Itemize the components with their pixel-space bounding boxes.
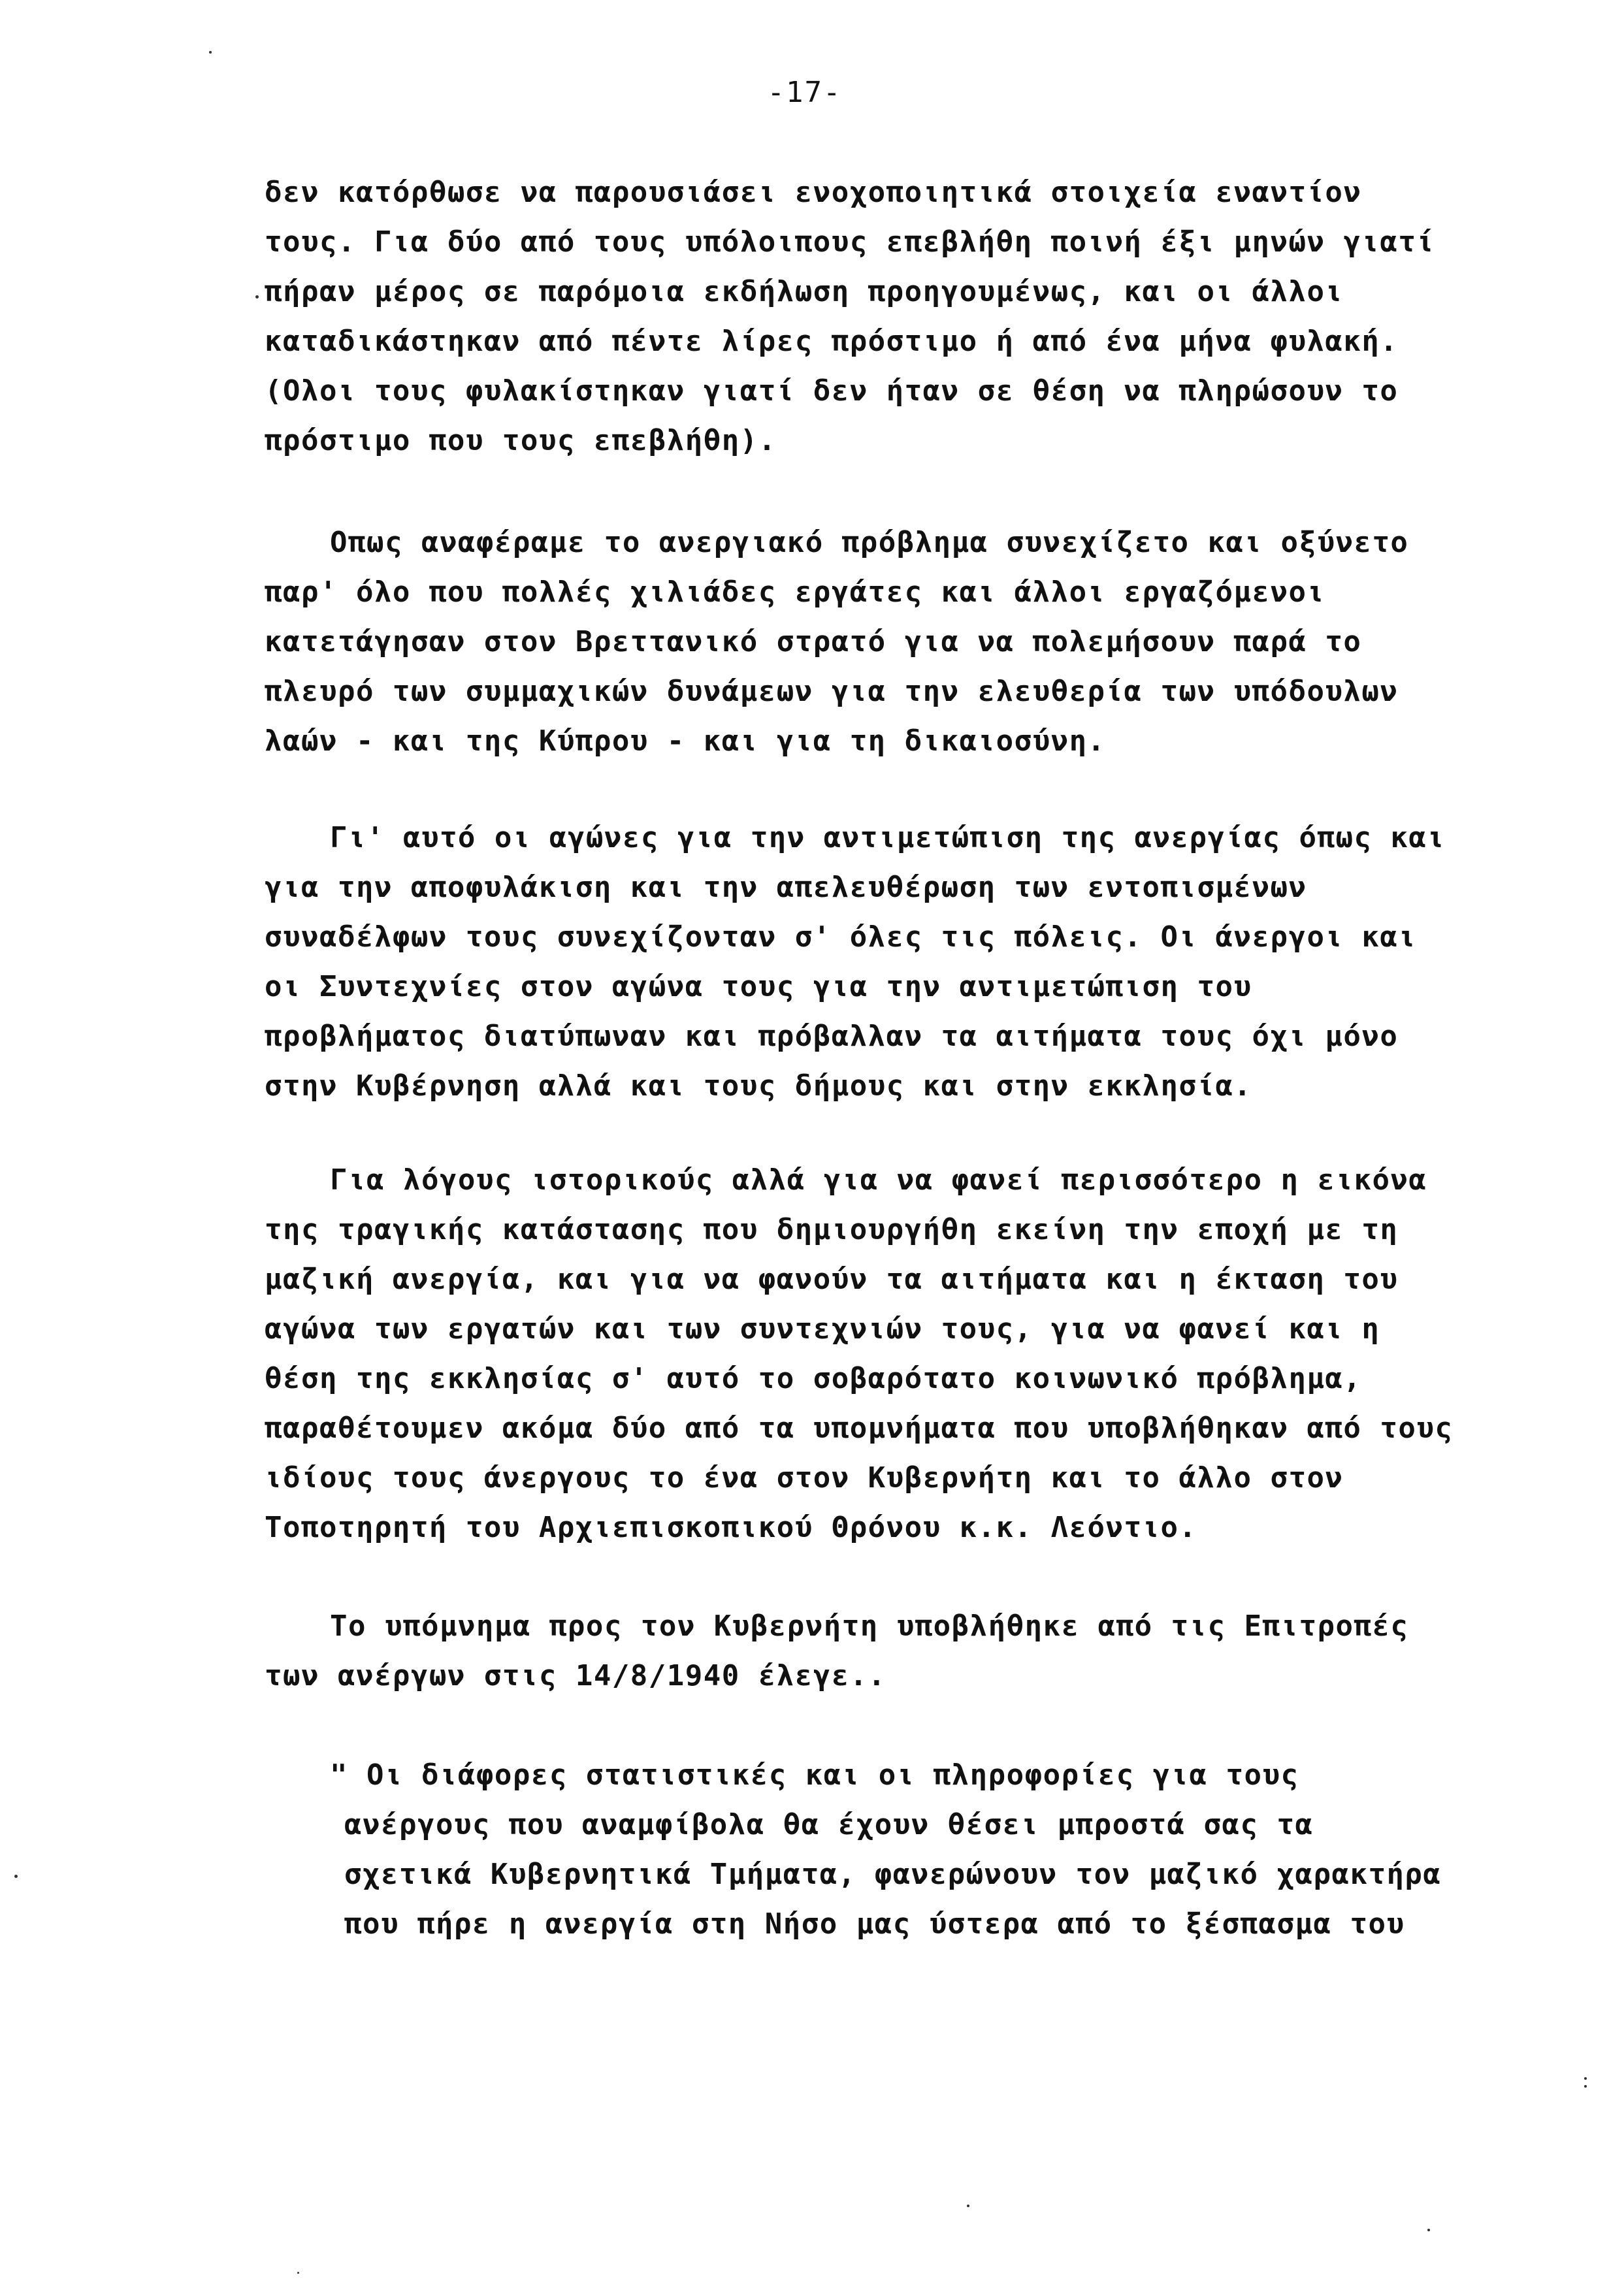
- scan-speck: [209, 51, 212, 54]
- text-line: ιδίους τους άνεργους το ένα στον Κυβερνήτη και το άλλο στον: [265, 1461, 1344, 1495]
- quote-line: που πήρε η ανεργία στη Νήσο μας ύστερα από το ξέσπασμα του: [344, 1907, 1405, 1941]
- paragraph-5: [265, 1602, 1558, 1701]
- text-line: Γι' αυτό οι αγώνες για την αντιμετώπιση της ανεργίας όπως και: [330, 821, 1446, 854]
- text-line: τους. Για δύο από τους υπόλοιπους επεβλήθη ποινή έξι μηνών γιατί: [265, 225, 1435, 259]
- text-line: καταδικάστηκαν από πέντε λίρες πρόστιμο ή από ένα μήνα φυλακή.: [265, 325, 1399, 358]
- scan-speck: [255, 295, 259, 299]
- scan-speck: [967, 2205, 969, 2207]
- text-line: Το υπόμνημα προς τον Κυβερνήτη υποβλήθηκε από τις Επιτροπές: [330, 1609, 1409, 1643]
- text-line: για την αποφυλάκιση και την απελευθέρωση των εντοπισμένων: [265, 871, 1307, 904]
- text-line: προβλήματος διατύπωναν και πρόβαλλαν τα αιτήματα τους όχι μόνο: [265, 1020, 1399, 1053]
- text-line: συναδέλφων τους συνεχίζονταν σ' όλες τις πόλεις. Οι άνεργοι και: [265, 920, 1417, 954]
- paragraph-2: [265, 518, 1558, 766]
- text-line: μαζική ανεργία, και για να φανούν τα αιτήματα και η έκταση του: [265, 1263, 1399, 1296]
- text-line: παρ' όλο που πολλές χιλιάδες εργάτες και άλλοι εργαζόμενοι: [265, 575, 1325, 609]
- text-line: Οπως αναφέραμε το ανεργιακό πρόβλημα συνεχίζετο και οξύνετο: [330, 526, 1409, 559]
- text-line: πλευρό των συμμαχικών δυνάμεων για την ελευθερία των υπόδουλων: [265, 675, 1399, 708]
- text-line: πήραν μέρος σε παρόμοια εκδήλωση προηγουμένως, και οι άλλοι: [265, 275, 1344, 308]
- text-line: στην Κυβέρνηση αλλά και τους δήμους και στην εκκλησία.: [265, 1069, 1252, 1103]
- scan-speck: [297, 2272, 299, 2274]
- page-number: -17-: [767, 76, 842, 109]
- scan-speck: [1584, 2085, 1587, 2088]
- text-line: της τραγικής κατάστασης που δημιουργήθη εκείνη την εποχή με τη: [265, 1213, 1399, 1246]
- text-line: των ανέργων στις 14/8/1940 έλεγε..: [265, 1659, 886, 1692]
- text-line: (Ολοι τους φυλακίστηκαν γιατί δεν ήταν σε θέση να πληρώσουν το: [265, 374, 1399, 408]
- quotation: [330, 1751, 1571, 1949]
- text-line: δεν κατόρθωσε να παρουσιάσει ενοχοποιητικά στοιχεία εναντίον: [265, 176, 1362, 209]
- text-line: Για λόγους ιστορικούς αλλά για να φανεί περισσότερο η εικόνα: [330, 1163, 1427, 1197]
- scan-speck: [1584, 2077, 1587, 2080]
- paragraph-1: [265, 168, 1558, 466]
- paragraph-3: [265, 813, 1558, 1111]
- quote-line: ανέργους που αναμφίβολα θα έχουν θέσει μπροστά σας τα: [344, 1808, 1314, 1841]
- text-line: αγώνα των εργατών και των συντεχνιών τους, για να φανεί και η: [265, 1312, 1380, 1346]
- text-line: πρόστιμο που τους επεβλήθη).: [265, 424, 777, 457]
- scan-speck: [1427, 2229, 1430, 2231]
- text-line: Τοποτηρητή του Αρχιεπισκοπικού Θρόνου κ.κ. Λεόντιο.: [265, 1511, 1197, 1544]
- quote-line: " Οι διάφορες στατιστικές και οι πληροφορίες για τους: [330, 1758, 1299, 1792]
- quote-line: σχετικά Κυβερνητικά Τμήματα, φανερώνουν τον μαζικό χαρακτήρα: [344, 1858, 1442, 1891]
- text-line: θέση της εκκλησίας σ' αυτό το σοβαρότατο κοινωνικό πρόβλημα,: [265, 1362, 1362, 1395]
- text-line: κατετάγησαν στον Βρεττανικό στρατό για να πολεμήσουν παρά το: [265, 625, 1362, 658]
- text-line: οι Συντεχνίες στον αγώνα τους για την αντιμετώπιση του: [265, 970, 1252, 1003]
- text-line: λαών - και της Κύπρου - και για τη δικαιοσύνη.: [265, 724, 1106, 758]
- text-line: παραθέτουμεν ακόμα δύο από τα υπομνήματα που υποβλήθηκαν από τους: [265, 1412, 1454, 1445]
- scan-speck: [14, 1875, 18, 1878]
- paragraph-4: [265, 1156, 1558, 1553]
